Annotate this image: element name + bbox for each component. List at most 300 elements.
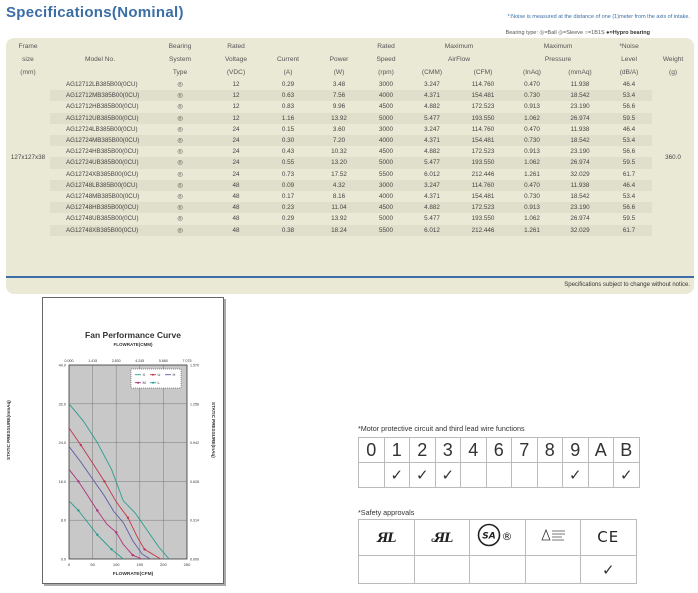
header-voltage-3: (VDC) bbox=[226, 69, 246, 76]
power-cell: 7.20 bbox=[314, 135, 364, 146]
table-row bbox=[6, 213, 694, 224]
y-tick-label: 24.0 bbox=[58, 441, 66, 446]
function-check-cell bbox=[486, 463, 512, 488]
y-right-tick-label: 0.314 bbox=[190, 518, 199, 523]
inaq-cell: 1.261 bbox=[524, 170, 540, 178]
model-cell: AG12748LB385B00(0CU) bbox=[50, 180, 150, 191]
model-cell: AG12712LB385B00(0CU) bbox=[66, 81, 138, 88]
y-tick-label: 0.0 bbox=[60, 557, 66, 562]
header-airflow-1: Maximum bbox=[444, 43, 474, 50]
header-airflow-cfm: (CFM) bbox=[473, 69, 493, 76]
model-cell: AG12712UB385B00(0CU) bbox=[50, 113, 150, 124]
speed-cell: 3000 bbox=[378, 81, 393, 88]
x-top-tick-label: 5.660 bbox=[158, 359, 168, 363]
noise-cell: 46.4 bbox=[606, 180, 652, 191]
model-cell: AG12712HB385B00(0CU) bbox=[66, 103, 139, 111]
y-tick-label: 16.0 bbox=[58, 479, 66, 484]
x-tick-label: 200 bbox=[160, 562, 167, 567]
header-bearing-1: Bearing bbox=[168, 43, 192, 50]
inaq-cell: 0.730 bbox=[524, 193, 540, 201]
table-row bbox=[6, 113, 694, 124]
check-icon: ✓ bbox=[410, 463, 436, 488]
noise-cell: 56.6 bbox=[606, 202, 652, 213]
bearing-type-label: Bearing type: bbox=[505, 30, 538, 36]
spec-divider bbox=[6, 276, 694, 278]
y-tick-label: 40.0 bbox=[58, 363, 66, 368]
spec-footer-note: Specifications subject to change without notice. bbox=[564, 282, 690, 288]
bearing-icon: ◎ bbox=[177, 81, 183, 88]
inaq-cell: 0.470 bbox=[524, 125, 540, 133]
model-cell: AG12748UB385B00(0CU) bbox=[66, 215, 139, 223]
noise-note: *:Noise is measured at the distance of one (1)meter from the axis of intake. bbox=[507, 14, 690, 20]
cfm-cell: 172.523 bbox=[471, 103, 495, 111]
cmm-cell: 6.012 bbox=[408, 225, 456, 236]
chart-top-axis-label: FLOWRATE(CMM) bbox=[113, 342, 153, 347]
sleeve-icon: ◎ bbox=[558, 30, 564, 36]
cfm-cell: 114.760 bbox=[471, 81, 495, 88]
x-tick-label: 50 bbox=[90, 562, 95, 567]
cmm-cell: 4.882 bbox=[408, 202, 456, 213]
cfm-cell: 154.481 bbox=[456, 135, 510, 146]
cmm-cell: 4.371 bbox=[424, 193, 440, 201]
header-voltage-1: Rated bbox=[227, 43, 245, 50]
cfm-cell: 154.481 bbox=[456, 90, 510, 101]
inaq-cell: 0.730 bbox=[510, 90, 554, 101]
current-cell: 1.16 bbox=[262, 113, 314, 124]
cfm-cell: 172.523 bbox=[456, 202, 510, 213]
header-weight-2: Weight bbox=[662, 56, 684, 63]
voltage-cell: 48 bbox=[210, 180, 262, 191]
plot-area bbox=[69, 365, 187, 559]
bearing-icon: ◎ bbox=[150, 90, 210, 101]
mmaq-cell: 26.974 bbox=[554, 113, 606, 124]
1b1s-icon: ○ bbox=[584, 30, 588, 36]
speed-cell: 5000 bbox=[364, 113, 408, 124]
noise-cell: 53.4 bbox=[606, 90, 652, 101]
power-cell: 13.92 bbox=[331, 215, 347, 223]
function-check-cell bbox=[512, 463, 538, 488]
ce-logo-icon: CE bbox=[597, 528, 620, 546]
table-row bbox=[6, 101, 694, 112]
function-code-cell: 2 bbox=[410, 438, 436, 463]
function-code-cell: 8 bbox=[537, 438, 563, 463]
header-pressure-1: Maximum bbox=[543, 43, 573, 50]
cfm-cell: 212.446 bbox=[456, 225, 510, 236]
mmaq-cell: 11.938 bbox=[570, 125, 590, 133]
legend-label-M: M bbox=[142, 380, 146, 385]
y-right-tick-label: 0.000 bbox=[190, 557, 199, 562]
mmaq-cell: 18.542 bbox=[554, 135, 606, 146]
safety-title: *Safety approvals bbox=[358, 508, 415, 517]
mmaq-cell: 26.974 bbox=[554, 157, 606, 168]
cur-logo-cell bbox=[414, 520, 470, 556]
y-right-tick-label: 1.570 bbox=[190, 363, 199, 368]
legend-label-H: H bbox=[172, 372, 176, 377]
voltage-cell: 24 bbox=[210, 135, 262, 146]
series-point-U bbox=[143, 548, 145, 550]
table-row bbox=[6, 124, 694, 135]
voltage-cell: 12 bbox=[232, 81, 240, 88]
function-code-cell: 0 bbox=[359, 438, 385, 463]
mmaq-cell: 18.542 bbox=[570, 193, 590, 201]
power-cell: 8.16 bbox=[332, 193, 346, 201]
noise-cell: 61.7 bbox=[606, 225, 652, 236]
header-voltage-2: Voltage bbox=[225, 56, 247, 63]
voltage-cell: 12 bbox=[210, 113, 262, 124]
table-row bbox=[6, 135, 694, 146]
tuv-logo-icon bbox=[538, 527, 568, 543]
current-cell: 0.30 bbox=[262, 135, 314, 146]
x-tick-label: 100 bbox=[112, 562, 120, 567]
header-noise-3: (dB/A) bbox=[619, 69, 639, 76]
bearing-icon: ◎ bbox=[177, 125, 183, 133]
inaq-cell: 0.470 bbox=[510, 180, 554, 191]
speed-cell: 3000 bbox=[364, 180, 408, 191]
table-row bbox=[6, 191, 694, 202]
cfm-cell: 154.481 bbox=[471, 193, 495, 201]
x-tick-label: 0 bbox=[67, 562, 71, 567]
check-icon: ✓ bbox=[435, 463, 461, 488]
function-code-cell: A bbox=[588, 438, 614, 463]
x-top-tick-label: 4.245 bbox=[135, 359, 145, 363]
voltage-cell: 12 bbox=[232, 103, 240, 111]
header-bearing-3: Type bbox=[172, 69, 188, 76]
power-cell: 13.20 bbox=[314, 157, 364, 168]
page-title: Specifications(Nominal) bbox=[6, 4, 184, 21]
model-cell: AG12724UB385B00(0CU) bbox=[50, 157, 150, 168]
power-cell: 7.56 bbox=[314, 90, 364, 101]
cmm-cell: 3.247 bbox=[424, 81, 440, 88]
power-cell: 10.32 bbox=[331, 148, 347, 156]
power-cell: 3.48 bbox=[332, 81, 346, 88]
spec-table bbox=[6, 40, 694, 236]
svg-text:SA: SA bbox=[482, 531, 496, 542]
function-check-cell bbox=[461, 463, 487, 488]
speed-cell: 5500 bbox=[378, 170, 393, 178]
tuv-logo-cell bbox=[525, 520, 581, 556]
current-cell: 0.55 bbox=[262, 157, 314, 168]
bearing-icon: ◎ bbox=[150, 202, 210, 213]
cmm-cell: 5.477 bbox=[424, 215, 440, 223]
bearing-icon: ◎ bbox=[177, 148, 183, 156]
ball-icon: ◎ bbox=[539, 30, 545, 36]
cfm-cell: 172.523 bbox=[471, 148, 495, 156]
current-cell: 0.15 bbox=[281, 125, 295, 133]
inaq-cell: 1.062 bbox=[510, 113, 554, 124]
noise-cell: 56.6 bbox=[622, 103, 636, 111]
csa-logo-cell bbox=[470, 520, 526, 556]
mmaq-cell: 11.938 bbox=[570, 81, 590, 88]
model-cell: AG12748HB385B00(0CU) bbox=[50, 202, 150, 213]
check-icon: ✓ bbox=[581, 556, 637, 584]
series-point-M bbox=[96, 509, 98, 511]
inaq-cell: 0.470 bbox=[524, 81, 540, 88]
cmm-cell: 4.371 bbox=[408, 135, 456, 146]
inaq-cell: 1.261 bbox=[510, 225, 554, 236]
current-cell: 0.09 bbox=[262, 180, 314, 191]
table-row bbox=[6, 157, 694, 168]
bearing-icon: ◎ bbox=[150, 225, 210, 236]
model-cell: AG12724XB385B00(0CU) bbox=[66, 170, 139, 178]
bearing-icon: ◎ bbox=[150, 135, 210, 146]
table-row bbox=[6, 180, 694, 191]
bearing-hypro-label: =Hypro bearing bbox=[609, 30, 650, 36]
speed-cell: 5500 bbox=[364, 225, 408, 236]
speed-cell: 4000 bbox=[364, 135, 408, 146]
ur-logo-icon: ЯL bbox=[376, 530, 396, 546]
mmaq-cell: 23.190 bbox=[570, 148, 590, 156]
noise-cell: 46.4 bbox=[622, 81, 636, 88]
model-cell: AG12724LB385B00(0CU) bbox=[66, 125, 138, 133]
series-point-M bbox=[115, 531, 117, 533]
check-icon: ✓ bbox=[563, 463, 589, 488]
header-pressure-inaq: (InAq) bbox=[523, 69, 541, 76]
function-code-cell: 1 bbox=[384, 438, 410, 463]
series-point-L bbox=[96, 534, 98, 536]
hypro-icon: ● bbox=[606, 30, 610, 36]
y-tick-label: 8.0 bbox=[60, 518, 66, 523]
chart-y-axis-label: STATIC PRESSURE(mmAq) bbox=[6, 400, 11, 460]
voltage-cell: 12 bbox=[210, 90, 262, 101]
noise-cell: 53.4 bbox=[622, 193, 636, 201]
voltage-cell: 24 bbox=[232, 148, 240, 156]
noise-cell: 56.6 bbox=[622, 148, 636, 156]
inaq-cell: 0.913 bbox=[524, 103, 540, 111]
cmm-cell: 3.247 bbox=[408, 180, 456, 191]
header-noise-2: Level bbox=[621, 56, 637, 63]
noise-cell: 53.4 bbox=[606, 135, 652, 146]
table-row bbox=[6, 79, 694, 90]
cmm-cell: 6.012 bbox=[424, 170, 440, 178]
legend-marker-L bbox=[152, 382, 154, 384]
mmaq-cell: 23.190 bbox=[570, 103, 590, 111]
safety-table bbox=[358, 519, 637, 584]
voltage-cell: 48 bbox=[210, 225, 262, 236]
header-current-1 bbox=[262, 40, 314, 53]
cfm-cell: 114.760 bbox=[456, 180, 510, 191]
power-cell: 3.60 bbox=[332, 125, 346, 133]
mmaq-cell: 18.542 bbox=[554, 90, 606, 101]
header-power-2: Power bbox=[329, 56, 349, 63]
voltage-cell: 48 bbox=[232, 193, 240, 201]
inaq-cell: 0.913 bbox=[524, 148, 540, 156]
y-tick-label: 32.0 bbox=[58, 402, 66, 407]
speed-cell: 4500 bbox=[378, 148, 393, 156]
safety-check-cell bbox=[470, 556, 526, 584]
model-cell: AG12748XB385B00(0CU) bbox=[50, 225, 150, 236]
model-cell: AG12748MB385B00(0CU) bbox=[66, 193, 140, 201]
series-point-M bbox=[132, 554, 134, 556]
cur-logo-icon: cЯL bbox=[431, 530, 453, 546]
bearing-sleeve-label: =Sleeve bbox=[563, 30, 584, 36]
x-top-tick-label: 7.075 bbox=[182, 359, 192, 363]
legend-label-X: X bbox=[142, 372, 146, 377]
cmm-cell: 4.882 bbox=[424, 148, 440, 156]
bearing-icon: ◎ bbox=[150, 113, 210, 124]
power-cell: 4.32 bbox=[314, 180, 364, 191]
speed-cell: 5000 bbox=[364, 157, 408, 168]
function-code-cell: 6 bbox=[486, 438, 512, 463]
cfm-cell: 212.446 bbox=[471, 170, 495, 178]
x-tick-label: 250 bbox=[183, 562, 191, 567]
x-top-tick-label: 2.830 bbox=[111, 359, 121, 363]
speed-cell: 4000 bbox=[364, 90, 408, 101]
chart-x-axis-label: FLOWRATE(CFM) bbox=[112, 572, 154, 577]
header-model-2: Model No. bbox=[84, 56, 116, 63]
current-cell: 0.17 bbox=[281, 193, 295, 201]
header-frame-3: (mm) bbox=[20, 69, 36, 76]
y-right-tick-label: 0.942 bbox=[190, 441, 199, 446]
bearing-ball-label: =Ball bbox=[544, 30, 557, 36]
mmaq-cell: 26.974 bbox=[570, 215, 590, 223]
noise-cell: 59.5 bbox=[622, 215, 636, 223]
current-cell: 0.73 bbox=[281, 170, 295, 178]
table-row bbox=[6, 90, 694, 101]
check-icon: ✓ bbox=[614, 463, 640, 488]
table-row bbox=[6, 202, 694, 213]
power-cell: 13.92 bbox=[314, 113, 364, 124]
functions-title: *Motor protective circuit and third lead wire functions bbox=[358, 424, 525, 433]
noise-cell: 59.5 bbox=[606, 157, 652, 168]
function-code-cell: B bbox=[614, 438, 640, 463]
x-tick-label: 150 bbox=[136, 562, 144, 567]
power-cell: 18.24 bbox=[314, 225, 364, 236]
header-airflow-2: AirFlow bbox=[448, 56, 470, 63]
power-cell: 17.52 bbox=[331, 170, 347, 178]
voltage-cell: 24 bbox=[232, 125, 240, 133]
header-speed-3: (rpm) bbox=[378, 69, 394, 76]
current-cell: 0.43 bbox=[281, 148, 295, 156]
bearing-1b1s-label: =1B1S bbox=[587, 30, 605, 36]
header-power-1 bbox=[314, 40, 364, 53]
table-row bbox=[6, 169, 694, 180]
noise-cell: 46.4 bbox=[622, 125, 636, 133]
cfm-cell: 193.550 bbox=[456, 157, 510, 168]
legend-label-U: U bbox=[157, 372, 161, 377]
function-code-cell: 7 bbox=[512, 438, 538, 463]
speed-cell: 5000 bbox=[378, 215, 393, 223]
ur-logo-cell bbox=[359, 520, 415, 556]
cmm-cell: 3.247 bbox=[424, 125, 440, 133]
header-frame-2: size bbox=[22, 56, 34, 63]
cmm-cell: 4.882 bbox=[424, 103, 440, 111]
safety-check-cell bbox=[359, 556, 415, 584]
current-cell: 0.38 bbox=[262, 225, 314, 236]
check-icon: ✓ bbox=[384, 463, 410, 488]
cfm-cell: 193.550 bbox=[471, 215, 495, 223]
y-right-tick-label: 0.628 bbox=[190, 479, 199, 484]
header-noise-1: *Noise bbox=[619, 43, 639, 50]
header-weight-3: (g) bbox=[669, 69, 678, 76]
mmaq-cell: 23.190 bbox=[554, 202, 606, 213]
function-code-cell: 9 bbox=[563, 438, 589, 463]
current-cell: 0.63 bbox=[262, 90, 314, 101]
function-code-cell: 3 bbox=[435, 438, 461, 463]
performance-chart bbox=[42, 297, 224, 584]
ce-logo-cell bbox=[581, 520, 637, 556]
bearing-icon: ◎ bbox=[177, 193, 183, 201]
noise-cell: 61.7 bbox=[622, 170, 636, 178]
header-power-3: (W) bbox=[333, 69, 345, 76]
header-pressure-2: Pressure bbox=[544, 56, 572, 63]
header-bearing-2: System bbox=[169, 56, 191, 63]
table-row bbox=[6, 225, 694, 236]
model-cell: AG12712MB385B00(0CU) bbox=[50, 90, 150, 101]
series-point-L bbox=[77, 509, 79, 511]
mmaq-cell: 11.938 bbox=[554, 180, 606, 191]
voltage-cell: 24 bbox=[210, 157, 262, 168]
cfm-cell: 114.760 bbox=[471, 125, 495, 133]
model-cell: AG12724HB385B00(0CU) bbox=[66, 148, 139, 156]
series-point-U bbox=[103, 480, 105, 482]
current-cell: 0.29 bbox=[281, 81, 295, 88]
bearing-icon: ◎ bbox=[177, 170, 183, 178]
cmm-cell: 4.371 bbox=[408, 90, 456, 101]
series-point-L bbox=[110, 548, 112, 550]
speed-cell: 4500 bbox=[364, 202, 408, 213]
series-point-M bbox=[77, 480, 79, 482]
x-top-tick-label: 1.415 bbox=[88, 359, 98, 363]
mmaq-cell: 32.029 bbox=[570, 170, 590, 178]
chart-title: Fan Performance Curve bbox=[85, 330, 181, 340]
series-point-U bbox=[127, 517, 129, 519]
inaq-cell: 0.913 bbox=[510, 202, 554, 213]
current-cell: 0.83 bbox=[281, 103, 295, 111]
current-cell: 0.23 bbox=[262, 202, 314, 213]
svg-text:®: ® bbox=[501, 530, 513, 543]
function-check-cell bbox=[588, 463, 614, 488]
x-top-tick-label: 0.000 bbox=[64, 359, 74, 363]
header-weight-1 bbox=[652, 40, 694, 53]
header-current-3: (A) bbox=[283, 69, 293, 76]
model-cell: AG12724MB385B00(0CU) bbox=[50, 135, 150, 146]
bearing-icon: ◎ bbox=[150, 180, 210, 191]
speed-cell: 3000 bbox=[378, 125, 393, 133]
function-code-cell: 4 bbox=[461, 438, 487, 463]
y-right-tick-label: 1.256 bbox=[190, 402, 199, 407]
cmm-cell: 5.477 bbox=[408, 157, 456, 168]
table-row bbox=[6, 146, 694, 157]
voltage-cell: 48 bbox=[232, 215, 240, 223]
functions-table bbox=[358, 437, 640, 488]
noise-cell: 59.5 bbox=[606, 113, 652, 124]
series-point-U bbox=[80, 444, 82, 446]
speed-cell: 4000 bbox=[378, 193, 393, 201]
frame-size-cell: 127x127x38 bbox=[6, 79, 50, 236]
header-model-1 bbox=[50, 40, 150, 53]
speed-cell: 4500 bbox=[378, 103, 393, 111]
legend-label-L: L bbox=[157, 380, 160, 385]
voltage-cell: 24 bbox=[232, 170, 240, 178]
chart-right-axis-label: STATIC PRESSURE(InAq) bbox=[211, 402, 216, 458]
bearing-icon: ◎ bbox=[177, 215, 183, 223]
bearing-icon: ◎ bbox=[177, 103, 183, 111]
header-speed-1: Rated bbox=[377, 43, 395, 50]
legend-marker-M bbox=[137, 382, 139, 384]
power-cell: 9.96 bbox=[332, 103, 346, 111]
legend-marker-U bbox=[152, 374, 154, 376]
header-speed-2: Speed bbox=[376, 56, 396, 63]
power-cell: 11.04 bbox=[314, 202, 364, 213]
voltage-cell: 48 bbox=[210, 202, 262, 213]
bearing-icon: ◎ bbox=[150, 157, 210, 168]
header-airflow-cmm: (CMM) bbox=[421, 69, 443, 76]
cmm-cell: 5.477 bbox=[408, 113, 456, 124]
inaq-cell: 1.062 bbox=[524, 215, 540, 223]
cfm-cell: 193.550 bbox=[456, 113, 510, 124]
inaq-cell: 1.062 bbox=[510, 157, 554, 168]
bearing-type-legend bbox=[506, 30, 650, 36]
